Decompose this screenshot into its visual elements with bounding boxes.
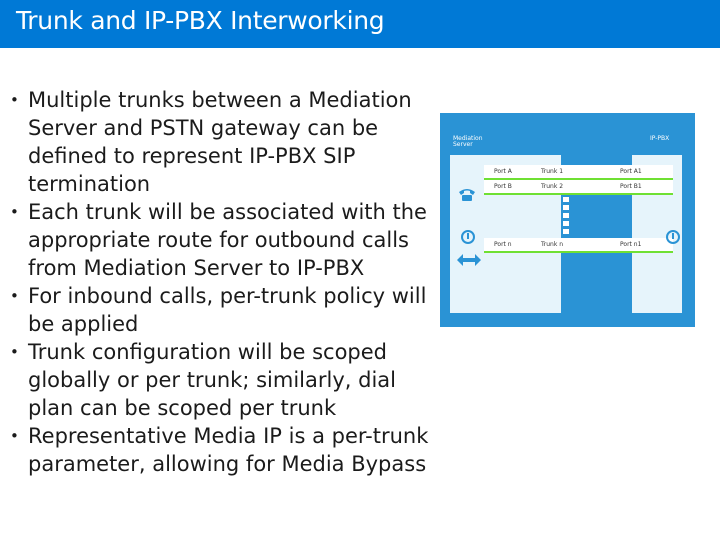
bullet-item xyxy=(10,86,430,198)
slide-title: Trunk and IP-PBX Interworking xyxy=(16,6,385,35)
bullet-marker: • xyxy=(10,203,19,221)
bullet-list xyxy=(10,86,430,478)
bullet-item xyxy=(10,198,430,282)
trunk-row xyxy=(484,165,673,180)
title-bar xyxy=(0,0,720,48)
port-label: Port n xyxy=(494,241,512,248)
bullet-marker: • xyxy=(10,287,19,305)
double-arrow-icon xyxy=(456,253,482,267)
ip-pbx-label: IP-PBX xyxy=(650,135,670,142)
bullet-item xyxy=(10,338,430,422)
bullet-text: Multiple trunks between a Mediation Server and PSTN gateway can be defined to represent IP-PBX SIP termination xyxy=(28,88,412,196)
pbx-port-label: Port n1 xyxy=(620,241,642,248)
bullet-text: Trunk configuration will be scoped globally or per trunk; similarly, dial plan can be scoped per trunk xyxy=(28,340,396,420)
trunk-label: Trunk n xyxy=(541,241,564,248)
pbx-port-label: Port A1 xyxy=(620,168,642,175)
mediation-server-label: Mediation Server xyxy=(453,135,483,148)
port-label: Port A xyxy=(494,168,512,175)
trunk-diagram xyxy=(440,113,695,327)
ip-pbx-header xyxy=(632,129,682,155)
bullet-item xyxy=(10,422,430,478)
bullet-item xyxy=(10,282,430,338)
trunk-row xyxy=(484,180,673,195)
trunk-label: Trunk 1 xyxy=(541,168,564,175)
pbx-port-label: Port B1 xyxy=(620,183,642,190)
mediation-server-box xyxy=(450,129,564,313)
bullet-marker: • xyxy=(10,91,19,109)
power-icon xyxy=(460,229,476,245)
bullet-text: Representative Media IP is a per-trunk parameter, allowing for Media Bypass xyxy=(28,424,429,476)
ip-pbx-box xyxy=(632,129,682,313)
bullet-marker: • xyxy=(10,427,19,445)
phone-icon xyxy=(457,187,477,203)
trunk-label: Trunk 2 xyxy=(541,183,564,190)
power-icon-right xyxy=(665,229,681,245)
bullet-text: For inbound calls, per-trunk policy will be applied xyxy=(28,284,427,336)
trunk-row xyxy=(484,238,673,253)
bullet-text: Each trunk will be associated with the appropriate route for outbound calls from Mediation Server to IP-PBX xyxy=(28,200,427,280)
port-label: Port B xyxy=(494,183,512,190)
bullet-marker: • xyxy=(10,343,19,361)
